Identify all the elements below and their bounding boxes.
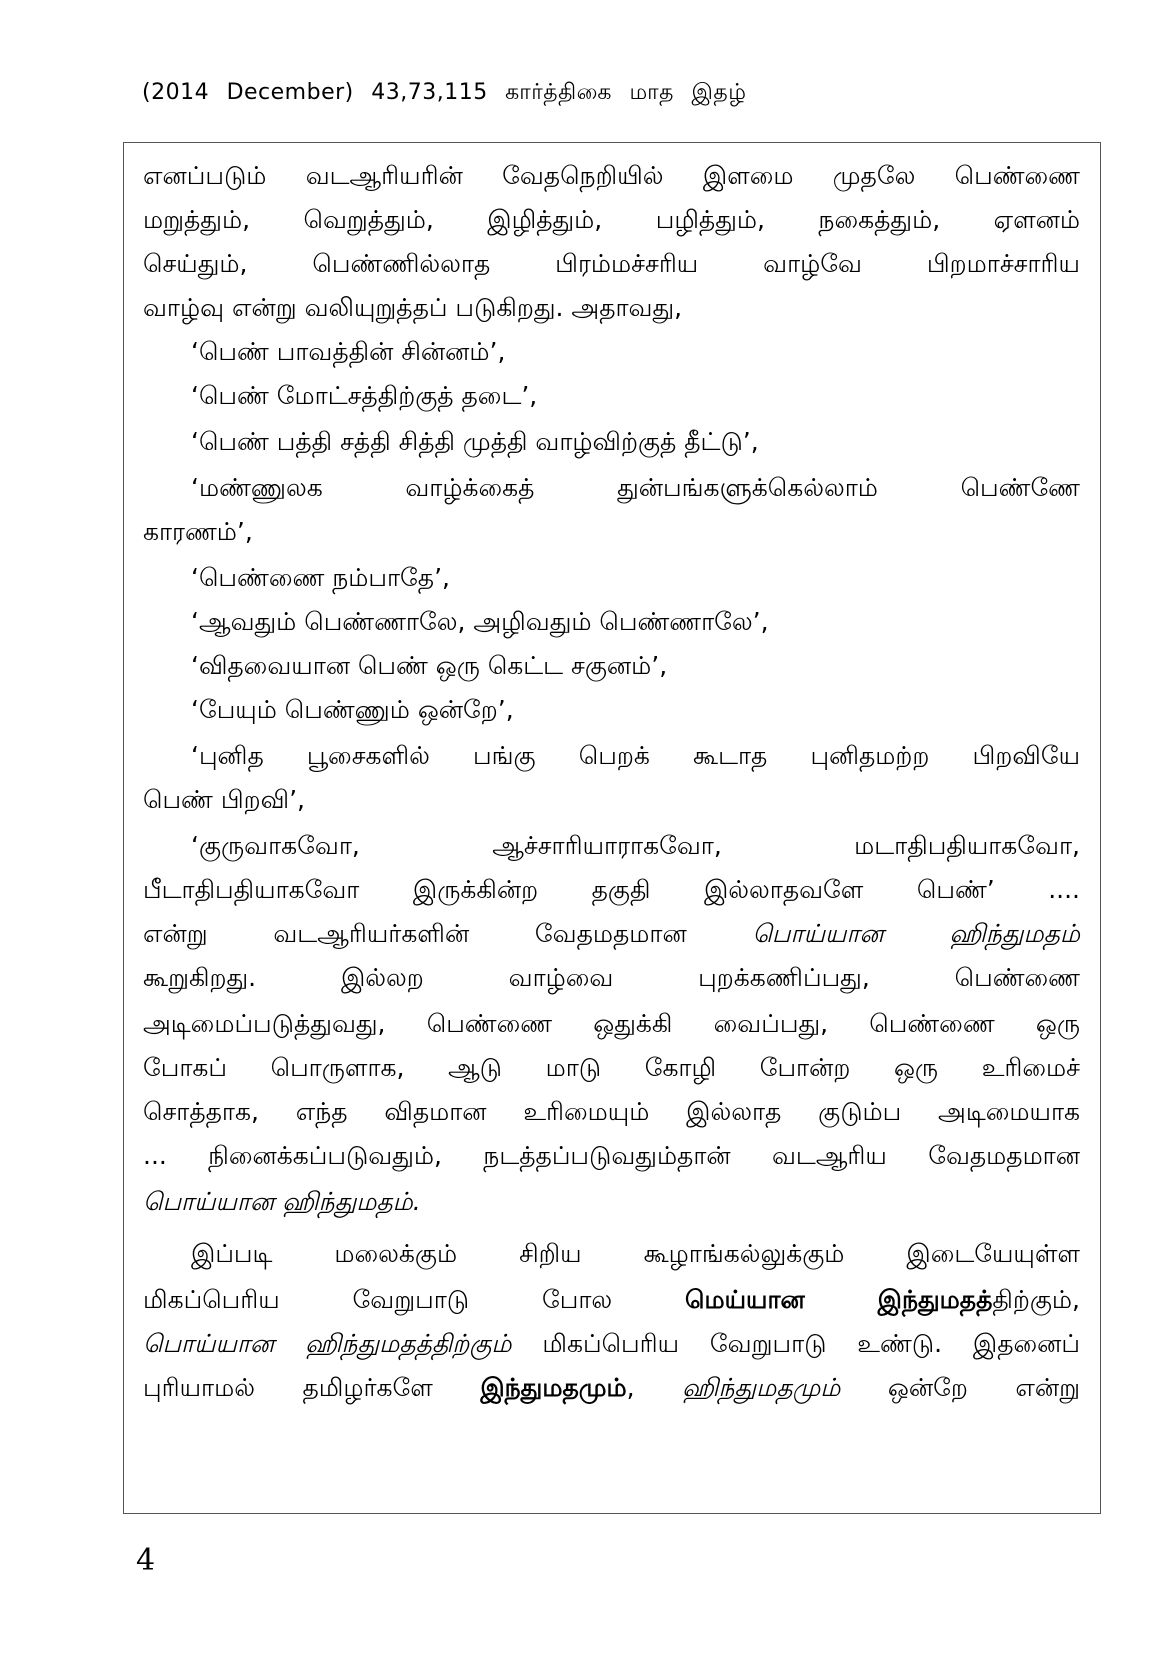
- text-segment: மிகப்பெரிய வேறுபாடு போல: [143, 1285, 613, 1314]
- text-line: காரணம்’,: [143, 517, 253, 546]
- text-segment: ஒன்றே என்று: [887, 1373, 1080, 1402]
- text-segment: [480, 1373, 634, 1402]
- text-line: மறுத்தும், வெறுத்தும், இழித்தும், பழித்தும், நகைத்தும், ஏளனம்: [143, 205, 1080, 234]
- text-segment: மிகப்பெரிய வேறுபாடு உண்டு. இதனைப்: [542, 1329, 1080, 1358]
- text-line: ... நினைக்கப்படுவதும், நடத்தப்படுவதும்தான் வடஆரிய வேதமதமான: [143, 1141, 1080, 1170]
- text-line: [143, 916, 1080, 952]
- text-line: எனப்படும் வடஆரியரின் வேதநெறியில் இளமை முதலே பெண்ணை: [143, 161, 1080, 190]
- italic-term: பொய்யான ஹிந்துமதத்திற்கும்: [143, 1329, 512, 1358]
- text-line: ‘ஆவதும் பெண்ணாலே, அழிவதும் பெண்ணாலே’,: [191, 607, 769, 636]
- text-line: வாழ்வு என்று வலியுறுத்தப் படுகிறது. அதாவது,: [143, 293, 683, 322]
- text-line: [143, 1282, 1080, 1318]
- bold-term: இந்துமதத்: [877, 1285, 993, 1314]
- italic-term: பொய்யான ஹிந்துமதம்.: [143, 1187, 421, 1216]
- page-header: (2014 December) 43,73,115 கார்த்திகை மாத இதழ்: [142, 80, 747, 105]
- text-line: [143, 1370, 1080, 1406]
- bold-term: இந்துமதமும்: [480, 1373, 627, 1402]
- text-line: ‘மண்ணுலக வாழ்க்கைத் துன்பங்களுக்கெல்லாம் பெண்ணே: [191, 473, 1080, 502]
- text-line: சொத்தாக, எந்த விதமான உரிமையும் இல்லாத குடும்ப அடிமையாக: [143, 1097, 1080, 1126]
- text-line: ‘குருவாகவோ, ஆச்சாரியாராகவோ, மடாதிபதியாகவோ,: [191, 831, 1080, 860]
- text-segment: ,: [626, 1373, 635, 1402]
- text-line: ‘பேயும் பெண்ணும் ஒன்றே’,: [191, 695, 514, 724]
- text-line: அடிமைப்படுத்துவது, பெண்ணை ஒதுக்கி வைப்பது, பெண்ணை ஒரு: [143, 1009, 1080, 1038]
- text-line: ‘விதவையான பெண் ஒரு கெட்ட சகுனம்’,: [191, 651, 668, 680]
- text-segment: புரியாமல் தமிழர்களே: [143, 1373, 433, 1402]
- text-line: பெண் பிறவி’,: [143, 785, 305, 814]
- text-segment: திற்கும்,: [992, 1285, 1080, 1314]
- text-line: பீடாதிபதியாகவோ இருக்கின்ற தகுதி இல்லாதவளே பெண்’ ....: [143, 875, 1080, 904]
- italic-term: பொய்யான ஹிந்துமதம்: [752, 919, 1081, 948]
- text-line: செய்தும், பெண்ணில்லாத பிரம்மச்சரிய வாழ்வே பிறமாச்சாரிய: [143, 249, 1080, 278]
- text-line: ‘புனித பூசைகளில் பங்கு பெறக் கூடாத புனிதமற்ற பிறவியே: [191, 741, 1080, 770]
- italic-term: ஹிந்துமதமும்: [682, 1373, 841, 1402]
- text-segment: என்று வடஆரியர்களின் வேதமதமான: [143, 919, 687, 948]
- text-line: போகப் பொருளாக, ஆடு மாடு கோழி போன்ற ஒரு உரிமைச்: [143, 1053, 1080, 1082]
- text-line: ‘பெண் பாவத்தின் சின்னம்’,: [191, 337, 506, 366]
- text-line: [143, 1326, 1080, 1362]
- text-line: ‘பெண் மோட்சத்திற்குத் தடை’,: [191, 381, 538, 410]
- text-segment: [878, 1285, 1080, 1314]
- text-line: ‘பெண் பத்தி சத்தி சித்தி முத்தி வாழ்விற்குத் தீட்டு’,: [191, 427, 759, 456]
- bold-term: மெய்யான: [685, 1285, 805, 1314]
- text-line: ‘பெண்ணை நம்பாதே’,: [191, 563, 450, 592]
- page-number: 4: [136, 1543, 156, 1578]
- text-line: கூறுகிறது. இல்லற வாழ்வை புறக்கணிப்பது, பெண்ணை: [143, 963, 1080, 992]
- text-line: [143, 1184, 1080, 1220]
- text-line: இப்படி மலைக்கும் சிறிய கூழாங்கல்லுக்கும் இடையேயுள்ள: [191, 1239, 1080, 1268]
